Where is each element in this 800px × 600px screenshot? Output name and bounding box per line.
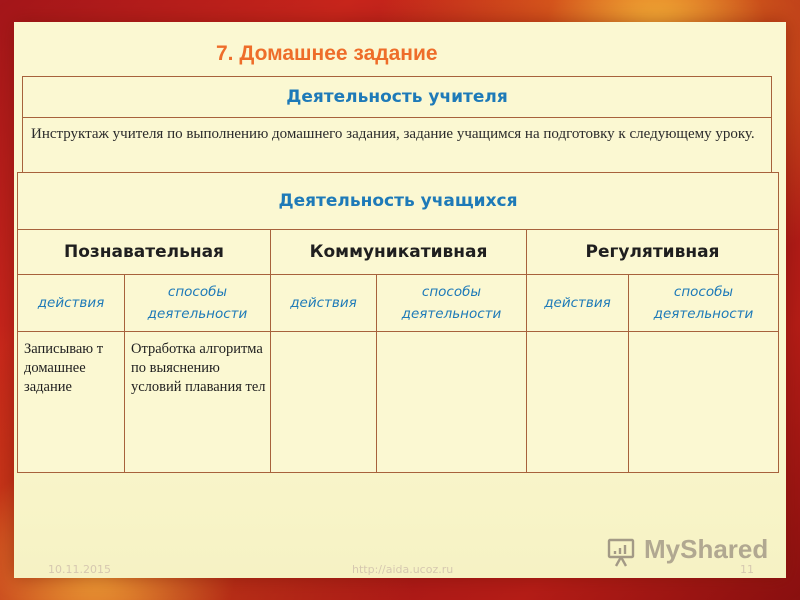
footer-url[interactable]: http://aida.ucoz.ru — [352, 563, 454, 576]
subcolumn-header: способы деятельности — [629, 275, 779, 332]
student-activity-header: Деятельность учащихся — [18, 173, 779, 230]
subcolumn-header: действия — [271, 275, 377, 332]
footer-page-number: 11 — [740, 563, 754, 576]
table-cell — [527, 332, 629, 473]
slide-title: 7. Домашнее задание — [216, 42, 438, 65]
teacher-activity-text: Инструктаж учителя по выполнению домашнего задания, задание учащимся на подготовку к следующему уроку. — [23, 118, 772, 179]
logo-text: MyShared — [644, 534, 769, 564]
table-cell — [271, 332, 377, 473]
presentation-board-icon — [606, 536, 638, 568]
teacher-activity-header: Деятельность учителя — [23, 77, 772, 118]
subcolumn-header: способы деятельности — [125, 275, 271, 332]
subcolumn-header: действия — [527, 275, 629, 332]
table-cell: Отработка алгоритма по выяснению условий плавания тел — [125, 332, 271, 473]
student-activity-table — [17, 172, 779, 473]
myshared-logo — [606, 534, 769, 570]
footer-date: 10.11.2015 — [48, 563, 111, 576]
subcolumn-header: действия — [18, 275, 125, 332]
table-cell — [377, 332, 527, 473]
subcolumn-header: способы деятельности — [377, 275, 527, 332]
category-communicative: Коммуникативная — [271, 230, 527, 275]
table-cell — [629, 332, 779, 473]
teacher-activity-table — [22, 76, 772, 179]
category-cognitive: Познавательная — [18, 230, 271, 275]
table-cell: Записываю т домашнее задание — [18, 332, 125, 473]
category-regulative: Регулятивная — [527, 230, 779, 275]
table-row — [18, 332, 779, 473]
